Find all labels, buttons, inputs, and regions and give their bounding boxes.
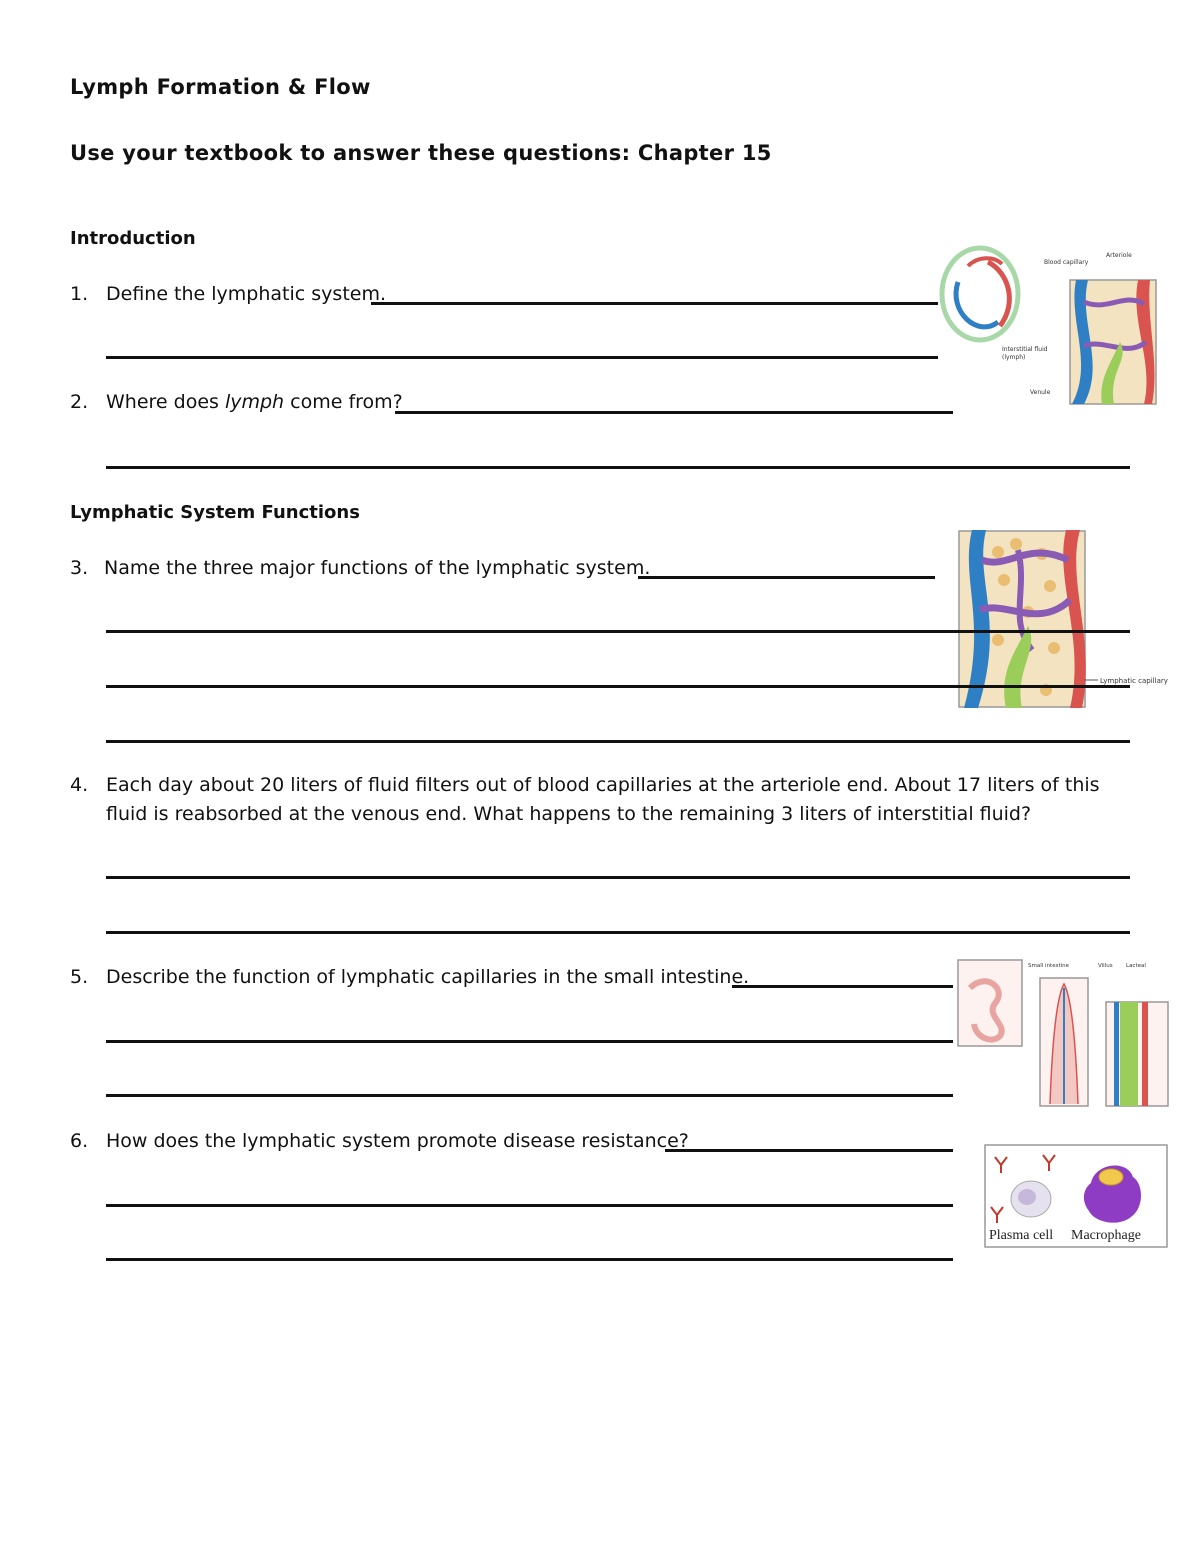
question-text-italic: lymph bbox=[224, 391, 285, 413]
answer-line[interactable] bbox=[638, 576, 935, 579]
answer-line[interactable] bbox=[106, 1094, 953, 1097]
question-number: 3. bbox=[70, 557, 89, 579]
figure-label: Interstitial fluid bbox=[1002, 346, 1048, 353]
answer-line[interactable] bbox=[106, 931, 1130, 934]
question-text: Define the lymphatic system. bbox=[106, 283, 386, 305]
section-heading-introduction: Introduction bbox=[70, 228, 196, 249]
answer-line[interactable] bbox=[106, 1258, 953, 1261]
answer-line[interactable] bbox=[106, 685, 1130, 688]
figure-label: Lymphatic capillary bbox=[1100, 677, 1168, 685]
answer-line[interactable] bbox=[395, 411, 953, 414]
answer-line[interactable] bbox=[106, 1204, 953, 1207]
figure-label: Blood capillary bbox=[1044, 259, 1089, 266]
answer-line[interactable] bbox=[106, 630, 1130, 633]
question-number: 2. bbox=[70, 391, 89, 413]
question-text bbox=[106, 391, 403, 413]
question-text: Name the three major functions of the lymphatic system. bbox=[104, 557, 651, 579]
instruction-prefix: Use your textbook to answer these questions: bbox=[70, 141, 631, 165]
instruction-line bbox=[70, 141, 772, 165]
question-number: 6. bbox=[70, 1130, 89, 1152]
figure-label: Lacteal bbox=[1126, 963, 1146, 969]
question-number: 1. bbox=[70, 283, 89, 305]
question-text-line-2: fluid is reabsorbed at the venous end. What happens to the remaining 3 liters of interstitial fluid? bbox=[106, 803, 1032, 825]
answer-line[interactable] bbox=[106, 356, 953, 359]
answer-line[interactable] bbox=[106, 740, 1130, 743]
figure-label: Villus bbox=[1098, 963, 1113, 969]
answer-line[interactable] bbox=[106, 1040, 953, 1043]
figure-label: Macrophage bbox=[1071, 1228, 1141, 1243]
figure-label: (lymph) bbox=[1002, 354, 1026, 361]
answer-line[interactable] bbox=[665, 1149, 953, 1152]
answer-line[interactable] bbox=[371, 302, 953, 305]
answer-line[interactable] bbox=[106, 876, 1130, 879]
question-text: How does the lymphatic system promote disease resistance? bbox=[106, 1130, 689, 1152]
immune-cells-figure bbox=[983, 1143, 1173, 1253]
lymph-formation-figure bbox=[938, 242, 1160, 408]
answer-line[interactable] bbox=[106, 466, 1130, 469]
section-heading-functions: Lymphatic System Functions bbox=[70, 502, 360, 523]
question-text-part: Where does bbox=[106, 391, 225, 413]
figure-label: Venule bbox=[1030, 389, 1051, 396]
instruction-chapter: Chapter 15 bbox=[637, 141, 772, 165]
question-number: 4. bbox=[70, 774, 89, 796]
figure-label: Small intestine bbox=[1028, 963, 1069, 969]
question-text-part: come from? bbox=[284, 391, 403, 413]
page-title: Lymph Formation & Flow bbox=[70, 75, 371, 99]
question-text: Describe the function of lymphatic capillaries in the small intestine. bbox=[106, 966, 750, 988]
small-intestine-figure bbox=[956, 958, 1172, 1108]
capillary-bed-figure bbox=[958, 530, 1170, 710]
answer-line[interactable] bbox=[732, 985, 953, 988]
question-text-line-1: Each day about 20 liters of fluid filters out of blood capillaries at the arteriole end. About 17 liters of this bbox=[106, 774, 1100, 796]
figure-label: Plasma cell bbox=[989, 1228, 1054, 1243]
question-number: 5. bbox=[70, 966, 89, 988]
figure-label: Arteriole bbox=[1106, 252, 1132, 259]
